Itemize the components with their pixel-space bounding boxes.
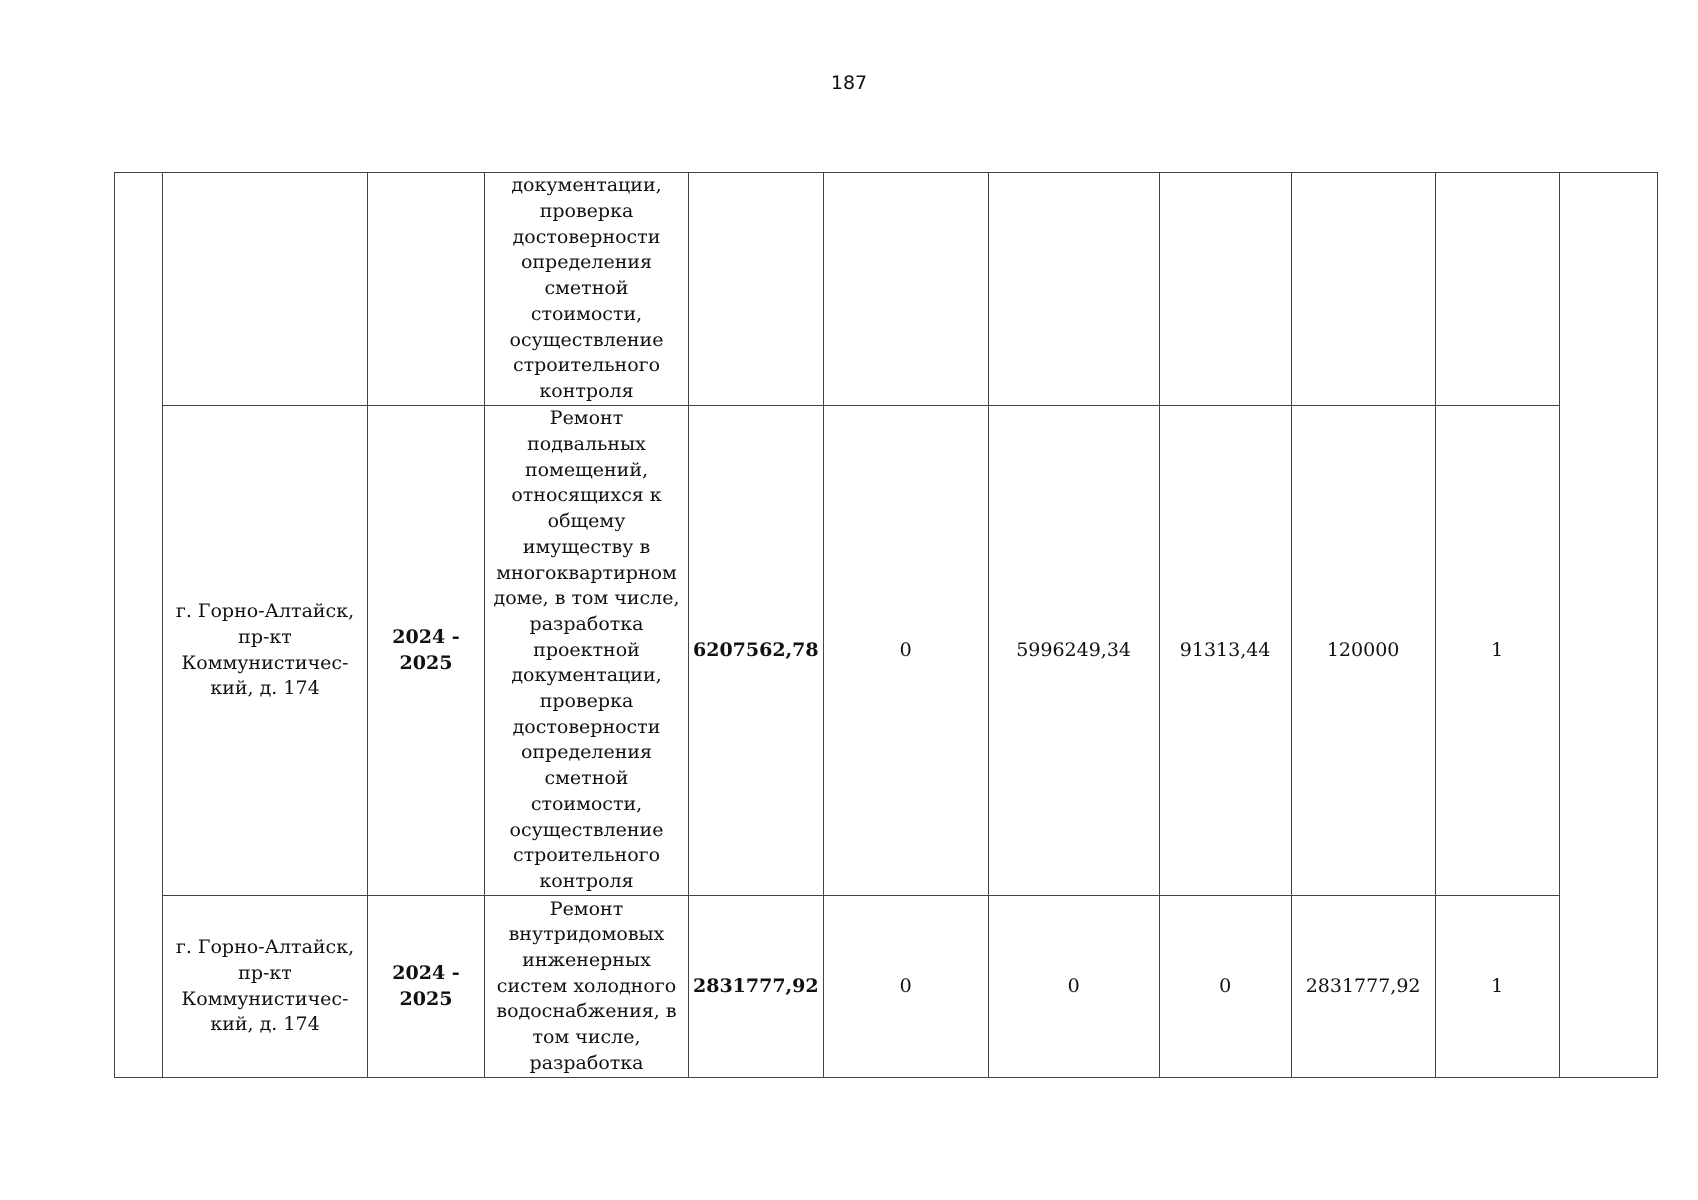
row-number-cell bbox=[115, 173, 163, 1078]
work-line: стоимости, bbox=[530, 302, 643, 325]
page-number: 187 bbox=[830, 72, 868, 94]
work-line: разработка bbox=[529, 1051, 644, 1074]
period-line: 2025 bbox=[399, 651, 453, 674]
period-line: 2025 bbox=[399, 987, 453, 1010]
work-line: разработка bbox=[529, 612, 644, 635]
work-description-cell bbox=[485, 896, 689, 1078]
work-line: стоимости, bbox=[530, 792, 643, 815]
count-cell bbox=[1435, 173, 1559, 406]
work-line: осуществление bbox=[509, 328, 664, 351]
table-row bbox=[115, 896, 1658, 1078]
cost-cell: 0 bbox=[1159, 896, 1291, 1078]
cost-cell: 5996249,34 bbox=[988, 406, 1159, 896]
empty-last-column bbox=[1559, 173, 1657, 1078]
address-line: кий, д. 174 bbox=[210, 1013, 320, 1036]
work-line: проверка bbox=[539, 690, 634, 713]
work-line: проектной bbox=[533, 638, 640, 661]
work-line: доме, в том числе, bbox=[493, 587, 680, 610]
total-cost-cell: 2831777,92 bbox=[689, 896, 824, 1078]
cost-cell: 91313,44 bbox=[1159, 406, 1291, 896]
work-line: многоквартирном bbox=[496, 561, 677, 584]
cost-cell: 0 bbox=[823, 406, 988, 896]
table-row bbox=[115, 406, 1658, 896]
address-cell bbox=[163, 406, 368, 896]
cost-cell: 120000 bbox=[1291, 406, 1435, 896]
work-line: документации, bbox=[511, 664, 662, 687]
address-cell bbox=[163, 896, 368, 1078]
count-cell: 1 bbox=[1435, 406, 1559, 896]
work-line: строительного bbox=[512, 844, 661, 867]
work-line: общему bbox=[547, 510, 626, 533]
work-line: Ремонт bbox=[549, 407, 624, 430]
total-cost-cell bbox=[689, 173, 824, 406]
work-line: сметной bbox=[544, 767, 629, 790]
period-cell bbox=[368, 406, 485, 896]
work-line: определения bbox=[520, 741, 653, 764]
work-line: имуществу в bbox=[522, 535, 651, 558]
work-line: определения bbox=[520, 251, 653, 274]
work-line: помещений, bbox=[524, 458, 649, 481]
cost-cell bbox=[1291, 173, 1435, 406]
cost-cell bbox=[1159, 173, 1291, 406]
work-description-cell bbox=[485, 173, 689, 406]
work-line: относящихся к bbox=[511, 484, 662, 507]
work-line: проверка bbox=[539, 200, 634, 223]
table-row bbox=[115, 173, 1658, 406]
address-line: Коммунистичес- bbox=[181, 651, 349, 674]
work-line: том числе, bbox=[532, 1026, 641, 1049]
cost-cell: 0 bbox=[988, 896, 1159, 1078]
period-cell bbox=[368, 896, 485, 1078]
work-line: достоверности bbox=[512, 225, 661, 248]
work-description-cell bbox=[485, 406, 689, 896]
work-line: осуществление bbox=[509, 818, 664, 841]
work-line: Ремонт bbox=[549, 897, 624, 920]
address-line: пр-кт bbox=[238, 961, 292, 984]
address-line: пр-кт bbox=[238, 625, 292, 648]
cost-cell bbox=[988, 173, 1159, 406]
work-line: документации, bbox=[511, 174, 662, 197]
work-line: водоснабжения, в bbox=[496, 1000, 677, 1023]
period-line: 2024 - bbox=[392, 961, 460, 984]
cost-cell bbox=[823, 173, 988, 406]
period-line: 2024 - bbox=[392, 625, 460, 648]
period-cell bbox=[368, 173, 485, 406]
address-line: Коммунистичес- bbox=[181, 987, 349, 1010]
cost-cell: 0 bbox=[823, 896, 988, 1078]
work-line: контроля bbox=[539, 869, 634, 892]
work-line: инженерных bbox=[522, 948, 651, 971]
work-line: достоверности bbox=[512, 715, 661, 738]
work-line: систем холодного bbox=[496, 974, 677, 997]
work-line: подвальных bbox=[527, 433, 646, 456]
total-cost-cell: 6207562,78 bbox=[689, 406, 824, 896]
cost-cell: 2831777,92 bbox=[1291, 896, 1435, 1078]
address-line: г. Горно-Алтайск, bbox=[175, 600, 355, 623]
address-cell bbox=[163, 173, 368, 406]
count-cell: 1 bbox=[1435, 896, 1559, 1078]
work-line: контроля bbox=[539, 379, 634, 402]
address-line: кий, д. 174 bbox=[210, 677, 320, 700]
work-line: внутридомовых bbox=[508, 923, 665, 946]
work-line: сметной bbox=[544, 277, 629, 300]
work-line: строительного bbox=[512, 354, 661, 377]
address-line: г. Горно-Алтайск, bbox=[175, 936, 355, 959]
works-table bbox=[114, 172, 1658, 1078]
